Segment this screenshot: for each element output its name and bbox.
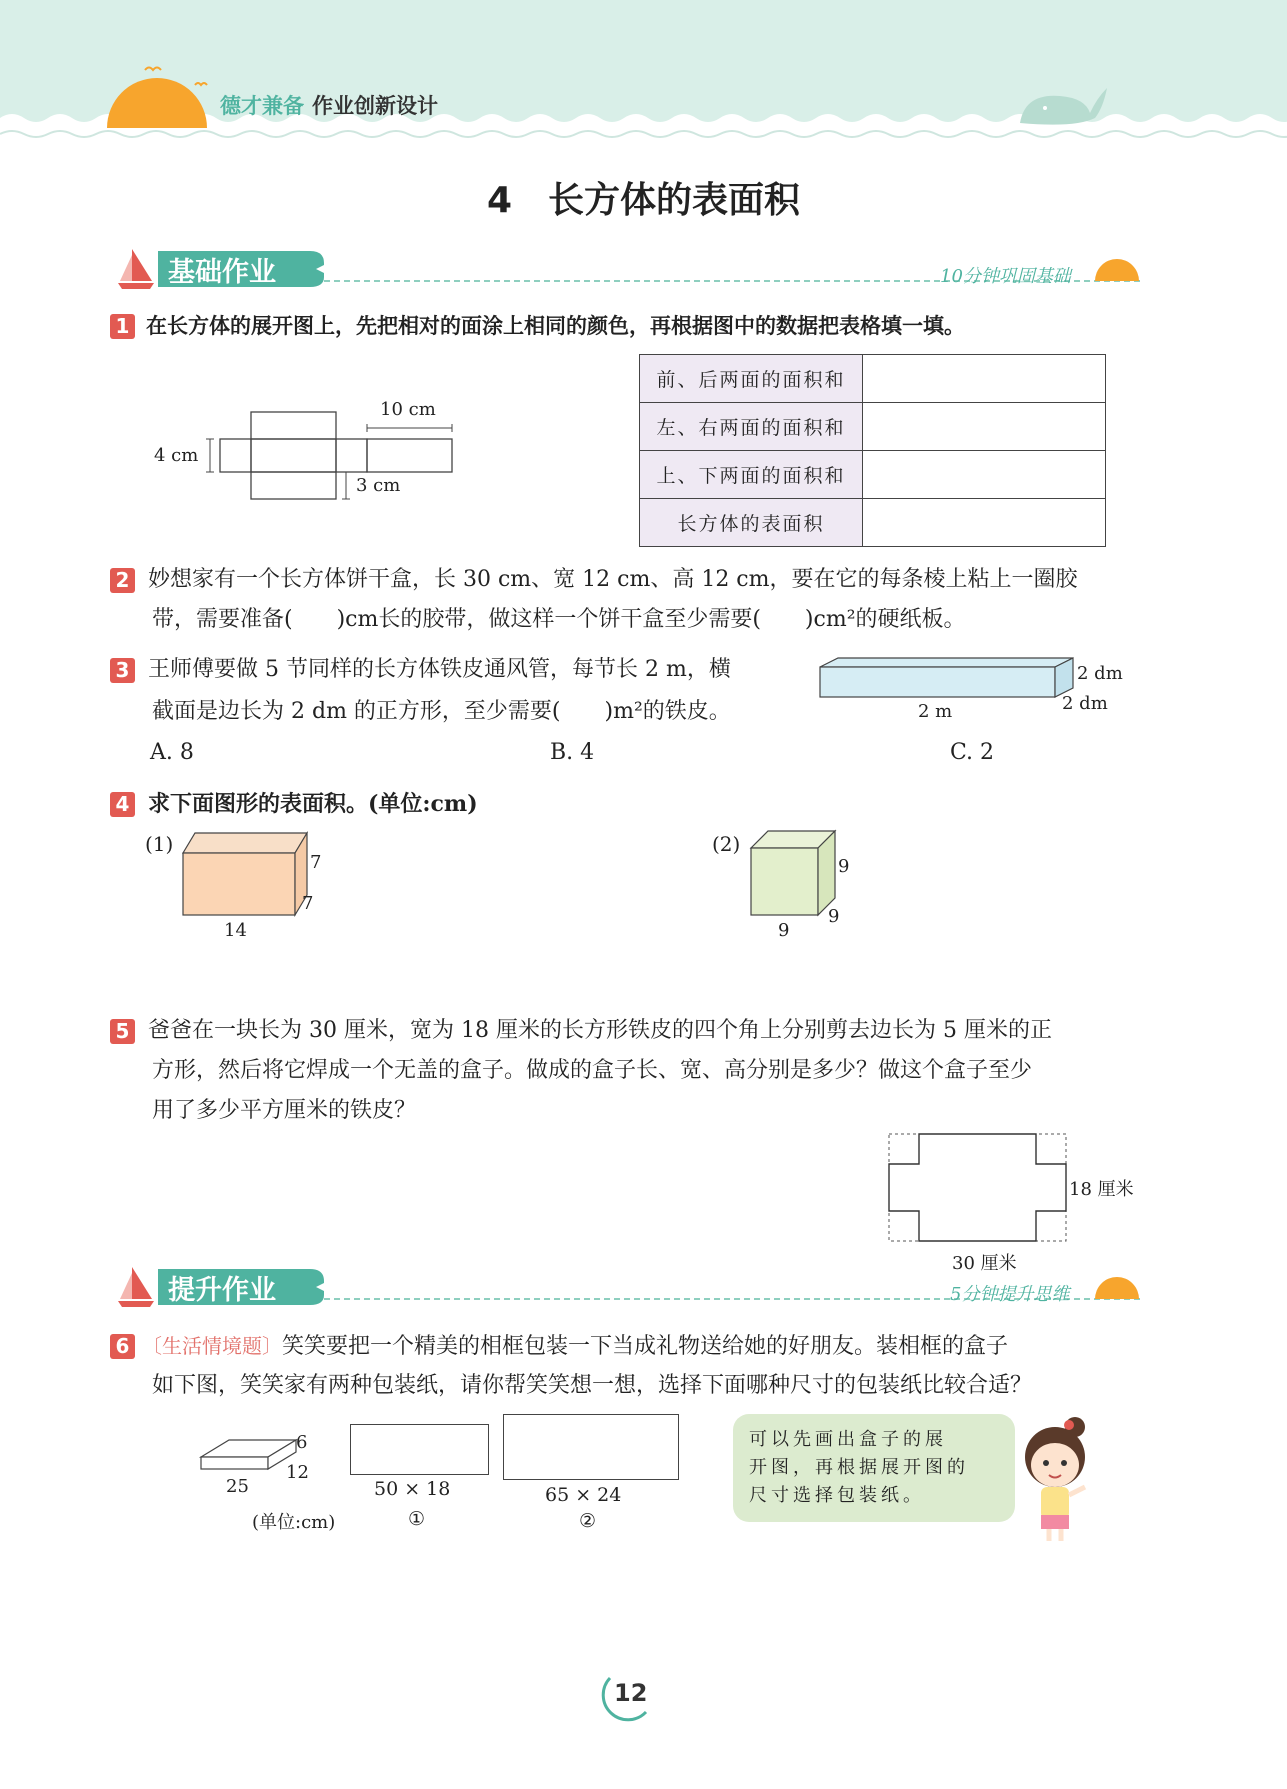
answer-cell[interactable] bbox=[863, 499, 1106, 547]
q5-line3: 用了多少平方厘米的铁皮？ bbox=[152, 1098, 417, 1123]
question-number-3: 3 bbox=[110, 658, 135, 683]
q6-context-tag: 〔生活情境题〕 bbox=[142, 1334, 282, 1358]
q3-option-b[interactable]: B. 4 bbox=[550, 740, 595, 765]
table-row bbox=[640, 499, 1106, 547]
q3-option-a[interactable]: A. 8 bbox=[150, 740, 194, 765]
q1-length-label: 10 cm bbox=[380, 399, 436, 420]
q4-fig2-width: 9 bbox=[778, 920, 790, 941]
q4-cube bbox=[748, 828, 838, 918]
q1-text: 在长方体的展开图上，先把相对的面涂上相同的颜色，再根据图中的数据把表格填一填。 bbox=[146, 314, 965, 338]
question-number-1: 1 bbox=[110, 314, 135, 339]
q5-length-label: 30 厘米 bbox=[952, 1253, 1017, 1274]
girl-mascot-icon bbox=[1005, 1415, 1105, 1545]
sunset-icon bbox=[105, 60, 215, 130]
q6-line1: 笑笑要把一个精美的相框包装一下当成礼物送给她的好朋友。装相框的盒子 bbox=[282, 1334, 1009, 1359]
q4-text: 求下面图形的表面积。(单位:cm) bbox=[148, 791, 478, 817]
q4-fig2-height: 9 bbox=[838, 856, 850, 877]
q6-paper-1 bbox=[350, 1424, 489, 1475]
table-label: 前、后两面的面积和 bbox=[640, 355, 863, 403]
section-advanced-label: 提升作业 bbox=[168, 1275, 276, 1306]
section-basic-label: 基础作业 bbox=[168, 257, 276, 288]
answer-cell[interactable] bbox=[863, 451, 1106, 499]
q4-fig1-height: 7 bbox=[310, 852, 322, 873]
whale-icon bbox=[1015, 78, 1110, 128]
answer-cell[interactable] bbox=[863, 355, 1106, 403]
question-number-5: 5 bbox=[110, 1019, 135, 1044]
brand-title bbox=[220, 90, 438, 120]
q1-answer-table bbox=[639, 354, 1106, 547]
section-advanced-time: 5分钟提升思维 bbox=[950, 1284, 1070, 1305]
q4-fig1-depth: 7 bbox=[302, 893, 314, 914]
page-title: 4 长方体的表面积 bbox=[486, 180, 801, 221]
q3-pipe-diagram bbox=[815, 652, 1075, 702]
q5-line1: 爸爸在一块长为 30 厘米，宽为 18 厘米的长方形铁皮的四个角上分别剪去边长为 5 厘米的正 bbox=[148, 1018, 1052, 1043]
q6-hint-line-3: 尺寸选择包装纸。 bbox=[749, 1485, 925, 1506]
q5-line2: 方形，然后将它焊成一个无盖的盒子。做成的盒子长、宽、高分别是多少？做这个盒子至少 bbox=[152, 1058, 1033, 1083]
q6-line2: 如下图，笑笑家有两种包装纸，请你帮笑笑想一想，选择下面哪种尺寸的包装纸比较合适？ bbox=[152, 1373, 1033, 1398]
q1-width-label: 3 cm bbox=[356, 475, 401, 496]
q6-line1-wrap bbox=[142, 1326, 1008, 1367]
q3-option-c[interactable]: C. 2 bbox=[950, 740, 995, 765]
q4-cuboid bbox=[180, 828, 320, 918]
q5-width-label: 18 厘米 bbox=[1069, 1179, 1134, 1200]
q6-paper-2-size: 65 × 24 bbox=[545, 1484, 622, 1506]
q2-line1: 妙想家有一个长方体饼干盒，长 30 cm、宽 12 cm、高 12 cm，要在它的每条棱上粘上一圈胶 bbox=[148, 567, 1078, 592]
q3-line2: 截面是边长为 2 dm 的正方形，至少需要( )m²的铁皮。 bbox=[152, 699, 731, 724]
q6-paper-2-mark[interactable]: ② bbox=[579, 1510, 597, 1532]
q4-fig2-depth: 9 bbox=[828, 906, 840, 927]
q3-length-label: 2 m bbox=[918, 701, 953, 722]
table-row bbox=[640, 403, 1106, 451]
q1-height-label: 4 cm bbox=[154, 445, 199, 466]
q3-side1-label: 2 dm bbox=[1077, 663, 1123, 684]
q6-unit-label: (单位:cm) bbox=[252, 1512, 336, 1533]
answer-cell[interactable] bbox=[863, 403, 1106, 451]
question-number-6: 6 bbox=[110, 1334, 135, 1359]
q6-box-width: 12 bbox=[286, 1462, 309, 1483]
q3-side2-label: 2 dm bbox=[1062, 693, 1108, 714]
question-number-2: 2 bbox=[110, 568, 135, 593]
q6-hint-line-2: 开图，再根据展开图的 bbox=[749, 1457, 969, 1478]
q6-paper-1-mark[interactable]: ① bbox=[408, 1508, 426, 1530]
table-label: 上、下两面的面积和 bbox=[640, 451, 863, 499]
q4-fig2-tag: (2) bbox=[712, 832, 741, 856]
page-number: 12 bbox=[614, 1679, 648, 1707]
question-number-4: 4 bbox=[110, 792, 135, 817]
q6-hint-bubble bbox=[733, 1414, 1015, 1522]
table-label: 左、右两面的面积和 bbox=[640, 403, 863, 451]
brand-part1: 德才兼备 bbox=[220, 94, 304, 118]
table-label: 长方体的表面积 bbox=[640, 499, 863, 547]
q3-line1: 王师傅要做 5 节同样的长方体铁皮通风管，每节长 2 m，横 bbox=[148, 657, 731, 682]
q6-paper-1-size: 50 × 18 bbox=[374, 1478, 451, 1500]
q5-sheet-diagram bbox=[885, 1130, 1070, 1245]
q6-hint-line-1: 可以先画出盒子的展 bbox=[749, 1429, 947, 1450]
q6-paper-2 bbox=[503, 1414, 679, 1480]
section-basic-time: 10分钟巩固基础 bbox=[940, 266, 1071, 287]
table-row bbox=[640, 355, 1106, 403]
q6-box-height: 6 bbox=[296, 1432, 308, 1453]
q2-line2: 带，需要准备( )cm长的胶带，做这样一个饼干盒至少需要( )cm²的硬纸板。 bbox=[152, 607, 966, 632]
table-row bbox=[640, 451, 1106, 499]
q4-fig1-tag: (1) bbox=[145, 832, 174, 856]
q4-fig1-length: 14 bbox=[224, 920, 247, 941]
q6-box-length: 25 bbox=[226, 1476, 249, 1497]
brand-part2: 作业创新设计 bbox=[312, 94, 438, 118]
